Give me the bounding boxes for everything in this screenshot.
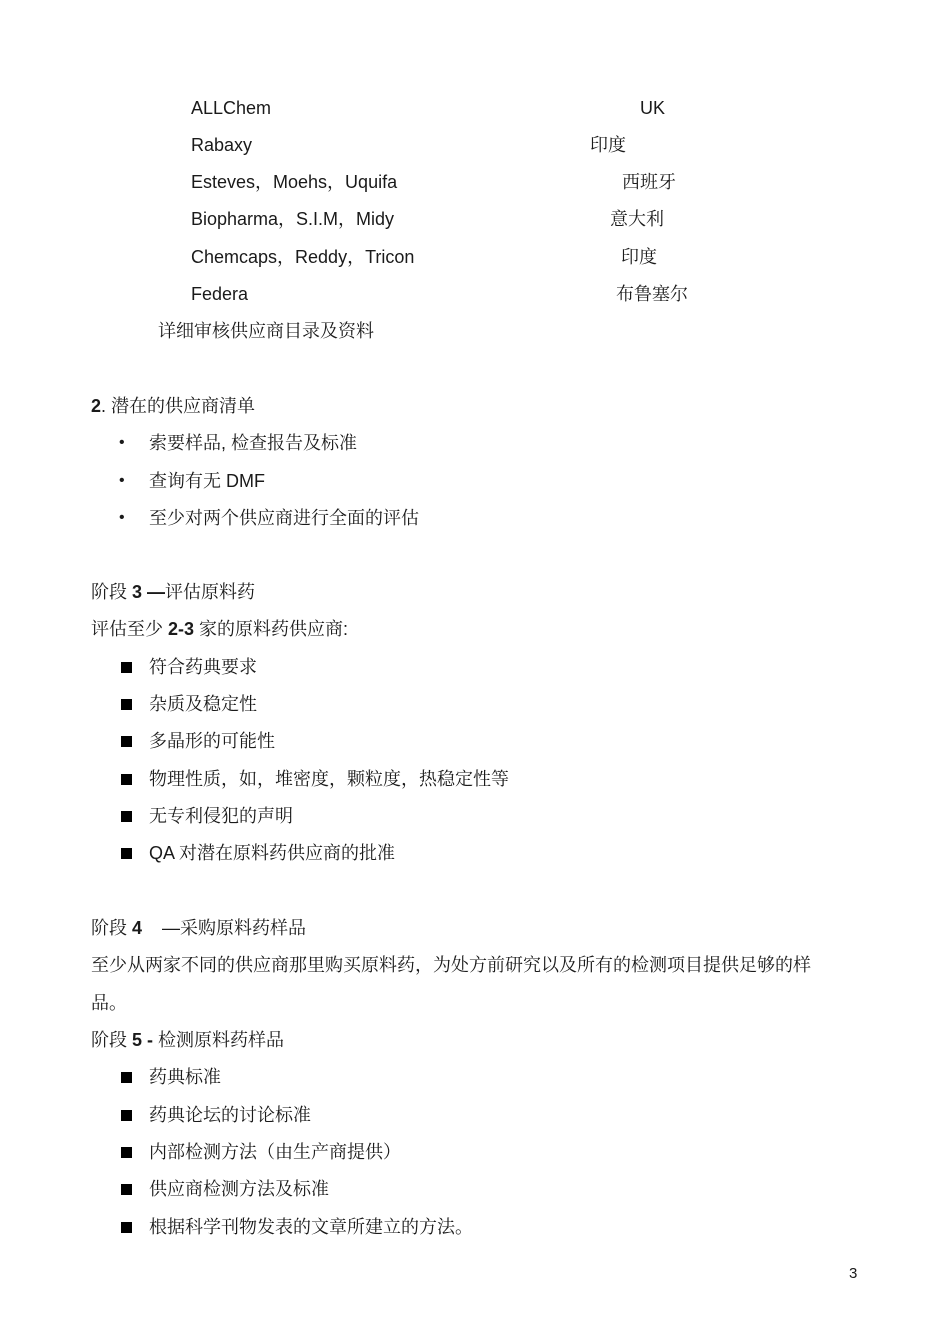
square-bullet-icon [121, 1104, 132, 1126]
section2-item: 至少对两个供应商进行全面的评估 [149, 508, 419, 528]
stage4-paragraph-line: 至少从两家不同的供应商那里购买原料药，为处方前研究以及所有的检测项目提供足够的样 [91, 955, 811, 975]
stage3-item: 符合药典要求 [149, 657, 257, 677]
supplier-name: Rabaxy [191, 135, 253, 155]
stage3-intro-number: 2-3 [168, 619, 195, 639]
bullet-icon: • [119, 434, 125, 451]
stage5-number: 5 - [132, 1030, 154, 1050]
supplier-country: 印度 [621, 247, 657, 267]
review-note: 详细审核供应商目录及资料 [158, 321, 374, 341]
stage3-number: 3 — [132, 582, 166, 602]
square-bullet-icon [121, 693, 132, 715]
square-bullet-icon [121, 842, 132, 864]
stage3-intro-prefix: 评估至少 [91, 619, 169, 639]
stage5-item: 药典论坛的讨论标准 [149, 1105, 311, 1125]
stage4-paragraph-line: 品。 [91, 993, 127, 1013]
supplier-country: 印度 [590, 135, 626, 155]
square-bullet-icon [121, 730, 132, 752]
stage5-item: 内部检测方法（由生产商提供） [149, 1142, 401, 1162]
stage5-item: 供应商检测方法及标准 [149, 1179, 329, 1199]
square-bullet-icon [121, 1178, 132, 1200]
section2-heading [91, 395, 255, 417]
supplier-country: 西班牙 [622, 172, 676, 192]
stage3-item: 多晶形的可能性 [149, 731, 275, 751]
stage3-item: 无专利侵犯的声明 [149, 806, 293, 826]
square-bullet-icon [121, 768, 132, 790]
stage4-title: —采购原料药样品 [162, 918, 307, 938]
square-bullet-icon [121, 1216, 132, 1238]
stage3-item: QA 对潜在原料药供应商的批准 [149, 843, 396, 863]
square-bullet-icon [121, 1141, 132, 1163]
stage4-heading [91, 917, 306, 939]
square-bullet-icon [121, 1066, 132, 1088]
section2-number: 2 [91, 396, 102, 416]
stage3-item: 物理性质，如，堆密度，颗粒度，热稳定性等 [149, 769, 509, 789]
stage-prefix: 阶段 [91, 1030, 133, 1050]
page-number: 3 [849, 1265, 858, 1282]
stage-prefix: 阶段 [91, 582, 133, 602]
stage3-item: 杂质及稳定性 [149, 694, 257, 714]
supplier-name: Esteves，Moehs，Uquifa [191, 172, 398, 192]
supplier-country: 意大利 [610, 209, 664, 229]
stage3-heading [91, 581, 255, 603]
stage3-title: 评估原料药 [165, 582, 256, 602]
stage3-intro-suffix: 家的原料药供应商: [194, 619, 349, 639]
section2-item: 查询有无 DMF [149, 471, 265, 491]
supplier-name: Federa [191, 284, 249, 304]
square-bullet-icon [121, 805, 132, 827]
supplier-name: Chemcaps，Reddy，Tricon [191, 247, 415, 267]
section2-item: 索要样品, 检查报告及标准 [149, 433, 358, 453]
stage4-number: 4 [132, 918, 143, 938]
bullet-icon: • [119, 509, 125, 526]
stage5-title: 检测原料药样品 [153, 1030, 285, 1050]
stage5-heading [91, 1029, 284, 1051]
stage-prefix: 阶段 [91, 918, 133, 938]
supplier-name: Biopharma，S.I.M，Midy [191, 209, 395, 229]
bullet-icon: • [119, 472, 125, 489]
section2-title: . 潜在的供应商清单 [101, 396, 256, 416]
supplier-name: ALLChem [191, 98, 272, 118]
square-bullet-icon [121, 656, 132, 678]
stage3-intro [91, 618, 348, 640]
stage5-item: 药典标准 [149, 1067, 221, 1087]
stage5-item: 根据科学刊物发表的文章所建立的方法。 [149, 1217, 473, 1237]
supplier-country: UK [640, 98, 666, 118]
supplier-country: 布鲁塞尔 [616, 284, 688, 304]
